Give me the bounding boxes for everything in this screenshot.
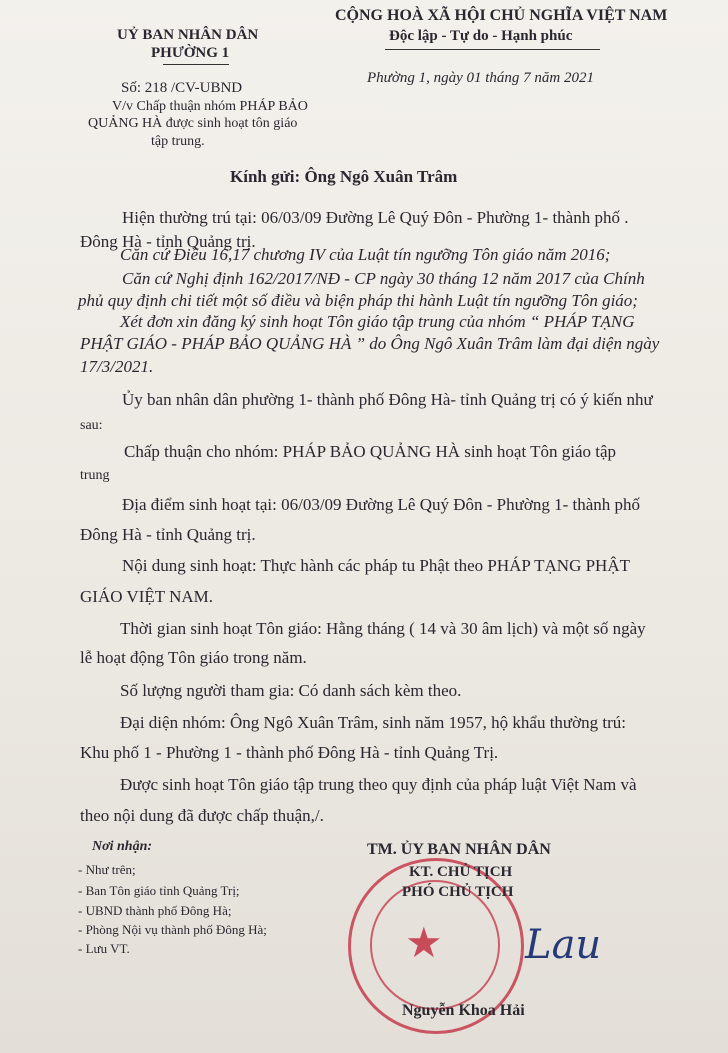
- recipient-item: - Phòng Nội vụ thành phố Đông Hà;: [78, 922, 267, 937]
- body-line: Đại diện nhóm: Ông Ngô Xuân Trâm, sinh năm 1957, hộ khẩu thường trú:: [120, 713, 626, 732]
- body-line: phủ quy định chi tiết một số điều và biện pháp thi hành Luật tín ngưỡng Tôn giáo;: [78, 291, 638, 310]
- signature-title-3: PHÓ CHỦ TỊCH: [402, 884, 514, 900]
- body-line: GIÁO VIỆT NAM.: [80, 587, 214, 606]
- subject-line-2: QUẢNG HÀ được sinh hoạt tôn giáo: [88, 116, 298, 131]
- body-line: theo nội dung đã được chấp thuận,/.: [80, 806, 324, 825]
- body-line: Đông Hà - tỉnh Quảng trị.: [80, 232, 256, 251]
- body-line: sau:: [80, 418, 103, 433]
- national-title: CỘNG HOÀ XÃ HỘI CHỦ NGHĨA VIỆT NAM: [335, 7, 668, 24]
- agency-underline: [163, 64, 229, 65]
- signature-title-1: TM. ỦY BAN NHÂN DÂN: [367, 841, 551, 858]
- body-line: Khu phố 1 - Phường 1 - thành phố Đông Hà - tỉnh Quảng Trị.: [80, 743, 499, 762]
- subject-line-1: V/v Chấp thuận nhóm PHÁP BẢO: [112, 99, 308, 114]
- body-line: Căn cứ Nghị định 162/2017/NĐ - CP ngày 30 tháng 12 năm 2017 của Chính: [122, 269, 645, 288]
- recipient-item: - Lưu VT.: [78, 941, 130, 956]
- body-line: Hiện thường trú tại: 06/03/09 Đường Lê Quý Đôn - Phường 1- thành phố .: [122, 208, 629, 227]
- body-line: Được sinh hoạt Tôn giáo tập trung theo quy định của pháp luật Việt Nam và: [120, 775, 637, 794]
- seal-star-icon: ★: [405, 921, 443, 967]
- body-line: trung: [80, 468, 110, 483]
- recipient-item: - UBND thành phố Đông Hà;: [78, 903, 232, 918]
- body-line: Thời gian sinh hoạt Tôn giáo: Hằng tháng ( 14 và 30 âm lịch) và một số ngày: [120, 619, 646, 638]
- recipient-item: - Như trên;: [78, 862, 136, 877]
- signer-name: Nguyễn Khoa Hải: [402, 1002, 525, 1019]
- body-line: lễ hoạt động Tôn giáo trong năm.: [80, 648, 307, 667]
- body-line: 17/3/2021.: [80, 357, 154, 376]
- motto-underline: [385, 49, 600, 50]
- recipients-title: Nơi nhận:: [92, 839, 153, 854]
- agency-name: UỶ BAN NHÂN DÂN: [117, 27, 259, 43]
- recipient-item: - Ban Tôn giáo tỉnh Quảng Trị;: [78, 883, 240, 898]
- body-line: Ủy ban nhân dân phường 1- thành phố Đông Hà- tỉnh Quảng trị có ý kiến như: [122, 390, 653, 409]
- body-line: Xét đơn xin đăng ký sinh hoạt Tôn giáo tập trung của nhóm “ PHÁP TẠNG: [120, 312, 635, 331]
- ward-name: PHƯỜNG 1: [151, 45, 230, 61]
- handwritten-signature: Lau: [525, 922, 602, 968]
- document-date: Phường 1, ngày 01 tháng 7 năm 2021: [367, 70, 595, 86]
- subject-line-3: tập trung.: [151, 134, 205, 149]
- body-line: Chấp thuận cho nhóm: PHÁP BẢO QUẢNG HÀ sinh hoạt Tôn giáo tập: [124, 442, 617, 461]
- body-line: Số lượng người tham gia: Có danh sách kèm theo.: [120, 681, 462, 700]
- recipient-line: Kính gửi: Ông Ngô Xuân Trâm: [230, 167, 458, 186]
- body-line: Địa điểm sinh hoạt tại: 06/03/09 Đường Lê Quý Đôn - Phường 1- thành phố: [122, 495, 641, 514]
- signature-title-2: KT. CHỦ TỊCH: [409, 864, 513, 880]
- document-number: Số: 218 /CV-UBND: [121, 80, 243, 96]
- body-line: Căn cứ Điều 16,17 chương IV của Luật tín ngưỡng Tôn giáo năm 2016;: [120, 245, 611, 264]
- body-line: Đông Hà - tỉnh Quảng trị.: [80, 525, 256, 544]
- body-line: Nội dung sinh hoạt: Thực hành các pháp tu Phật theo PHÁP TẠNG PHẬT: [122, 556, 630, 575]
- national-motto: Độc lập - Tự do - Hạnh phúc: [389, 28, 573, 44]
- body-line: PHẬT GIÁO - PHÁP BẢO QUẢNG HÀ ” do Ông Ngô Xuân Trâm làm đại diện ngày: [80, 334, 660, 353]
